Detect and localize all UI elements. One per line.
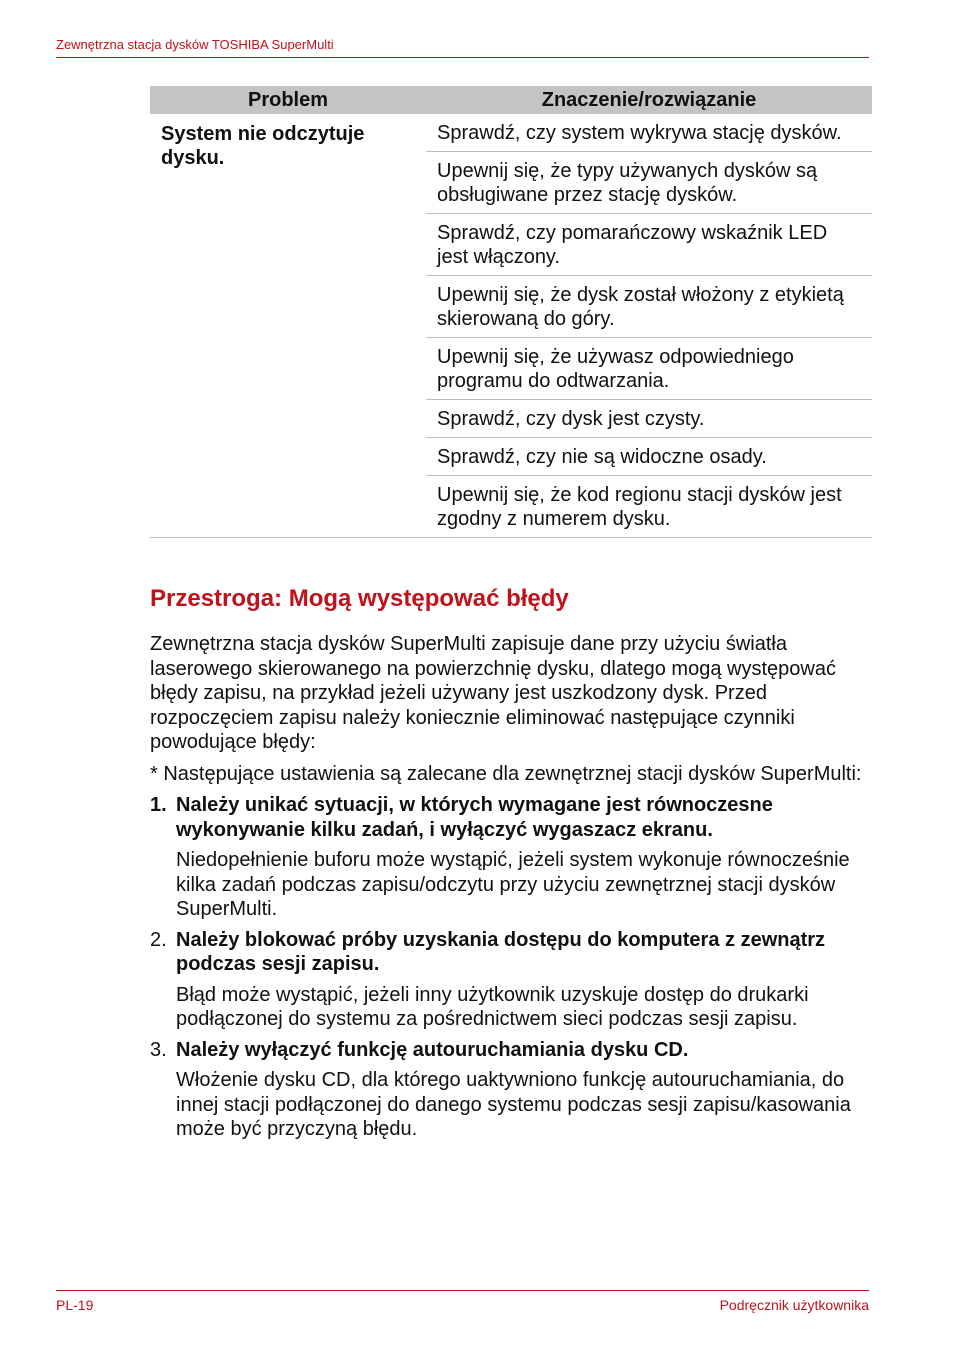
intro-paragraph: Zewnętrzna stacja dysków SuperMulti zapisuje dane przy użyciu światła laserowego skierowanego na powierzchnię dysku, dlatego mogą występować błędy zapisu, na przykład jeżeli używany jest uszkodzony dysk. Przed rozpoczęciem zapisu należy koniecznie eliminować następujące czynniki powodujące błędy: — [150, 633, 836, 753]
list-item — [150, 1038, 870, 1148]
item-title: Należy wyłączyć funkcję autouruchamiania dysku CD. — [176, 1038, 689, 1061]
item-description: Błąd może wystąpić, jeżeli inny użytkownik uzyskuje dostęp do drukarki podłączonej do systemu za pośrednictwem sieci podczas sesji zapisu. — [176, 983, 809, 1030]
solution-cell: Upewnij się, że typy używanych dysków są obsługiwane przez stację dysków. — [426, 152, 872, 214]
solution-cell: Upewnij się, że dysk został włożony z etykietą skierowaną do góry. — [426, 276, 872, 338]
item-number: 1. — [150, 794, 167, 816]
solution-cell: Upewnij się, że używasz odpowiedniego programu do odtwarzania. — [426, 338, 872, 400]
note-paragraph: * Następujące ustawienia są zalecane dla zewnętrznej stacji dysków SuperMulti: — [150, 762, 862, 785]
problem-cell: System nie odczytuje dysku. — [150, 114, 426, 538]
page-number: PL-19 — [56, 1297, 94, 1313]
troubleshooting-table — [150, 86, 872, 538]
item-body — [176, 1038, 870, 1148]
section-content — [150, 632, 870, 1148]
column-header-problem: Problem — [150, 86, 426, 114]
running-header: Zewnętrzna stacja dysków TOSHIBA SuperMulti — [56, 37, 334, 52]
solution-cell: Sprawdź, czy pomarańczowy wskaźnik LED jest włączony. — [426, 214, 872, 276]
item-number: 2. — [150, 928, 167, 951]
solution-cell: Upewnij się, że kod regionu stacji dysków jest zgodny z numerem dysku. — [426, 476, 872, 538]
list-item — [150, 793, 870, 928]
table-row — [150, 114, 872, 152]
solution-cell: Sprawdź, czy dysk jest czysty. — [426, 400, 872, 438]
manual-title: Podręcznik użytkownika — [719, 1297, 869, 1313]
section-title: Przestroga: Mogą występować błędy — [150, 585, 569, 612]
item-description: Włożenie dysku CD, dla którego uaktywniono funkcję autouruchamiania, do innej stacji podłączonej do danego systemu podczas sesji zapisu/kasowania może być przyczyną błędu. — [176, 1069, 851, 1140]
item-number: 3. — [150, 1038, 167, 1061]
item-title: Należy blokować próby uzyskania dostępu do komputera z zewnątrz podczas sesji zapisu. — [176, 928, 826, 975]
item-body — [176, 928, 870, 1038]
list-item — [150, 928, 870, 1038]
solution-cell: Sprawdź, czy nie są widoczne osady. — [426, 438, 872, 476]
item-body — [176, 793, 870, 928]
item-title: Należy unikać sytuacji, w których wymagane jest równoczesne wykonywanie kilku zadań, i wyłączyć wygaszacz ekranu. — [176, 794, 773, 841]
header-rule — [56, 57, 869, 58]
solution-cell: Sprawdź, czy system wykrywa stację dysków. — [426, 114, 872, 152]
item-description: Niedopełnienie buforu może wystąpić, jeżeli system wykonuje równocześnie kilka zadań podczas zapisu/odczytu przy użyciu zewnętrznej stacji dysków SuperMulti. — [176, 849, 850, 920]
table-header-row — [150, 86, 872, 114]
footer-rule — [56, 1290, 869, 1291]
column-header-solution: Znaczenie/rozwiązanie — [426, 86, 872, 114]
